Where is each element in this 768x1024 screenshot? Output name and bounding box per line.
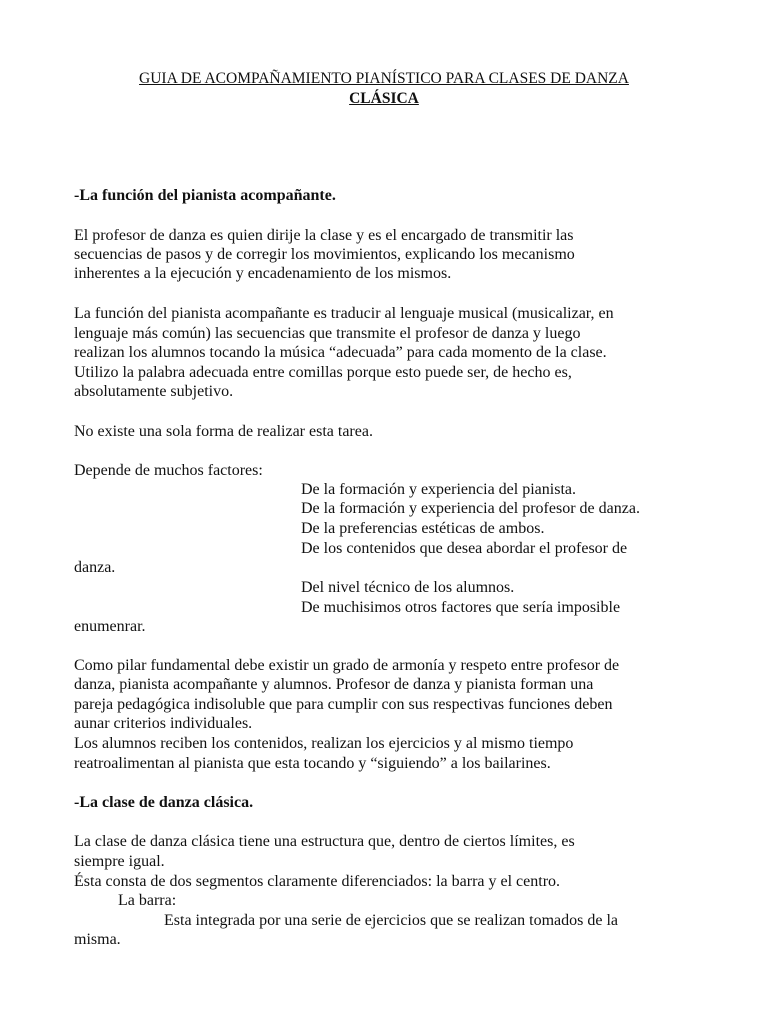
document-title-line-1: GUIA DE ACOMPAÑAMIENTO PIANÍSTICO PARA CLASES DE DANZA <box>139 70 629 87</box>
factor-item: De la preferencias estéticas de ambos. <box>301 520 545 537</box>
paragraph-line: absolutamente subjetivo. <box>74 383 234 400</box>
paragraph-line: pareja pedagógica indisoluble que para cumplir con sus respectivas funciones deben <box>74 696 613 713</box>
barra-label: La barra: <box>118 892 177 909</box>
factors-intro: Depende de muchos factores: <box>74 462 263 479</box>
paragraph-line: aunar criterios individuales. <box>74 715 253 732</box>
factor-item: De la formación y experiencia del pianista. <box>301 481 576 498</box>
section-heading-pianist-function: -La función del pianista acompañante. <box>74 187 336 204</box>
section-heading-classical-class: -La clase de danza clásica. <box>74 794 254 811</box>
factor-item: De los contenidos que desea abordar el profesor de <box>301 540 628 557</box>
factor-item: De la formación y experiencia del profesor de danza. <box>301 500 640 517</box>
paragraph-line: La clase de danza clásica tiene una estructura que, dentro de ciertos límites, es <box>74 833 575 850</box>
paragraph-line: No existe una sola forma de realizar esta tarea. <box>74 423 373 440</box>
paragraph-line: siempre igual. <box>74 853 165 870</box>
paragraph-line: La función del pianista acompañante es traducir al lenguaje musical (musicalizar, en <box>74 305 614 322</box>
paragraph-line: Utilizo la palabra adecuada entre comillas porque esto puede ser, de hecho es, <box>74 364 572 381</box>
factor-item: Del nivel técnico de los alumnos. <box>301 579 515 596</box>
paragraph-line: El profesor de danza es quien dirije la clase y es el encargado de transmitir las <box>74 227 574 244</box>
paragraph-line: Esta integrada por una serie de ejercicios que se realizan tomados de la <box>164 912 619 929</box>
paragraph-line: reatroalimentan al pianista que esta tocando y “siguiendo” a los bailarines. <box>74 755 551 772</box>
factor-item: De muchisimos otros factores que sería imposible <box>301 599 621 616</box>
paragraph-line: inherentes a la ejecución y encadenamiento de los mismos. <box>74 265 452 282</box>
paragraph-line: Ésta consta de dos segmentos claramente diferenciados: la barra y el centro. <box>74 873 561 890</box>
paragraph-line: realizan los alumnos tocando la música “adecuada” para cada momento de la clase. <box>74 344 607 361</box>
paragraph-line: lenguaje más común) las secuencias que transmite el profesor de danza y luego <box>74 325 581 342</box>
paragraph-line: Los alumnos reciben los contenidos, realizan los ejercicios y al mismo tiempo <box>74 735 574 752</box>
paragraph-line: secuencias de pasos y de corregir los movimientos, explicando los mecanismo <box>74 246 575 263</box>
paragraph-line: misma. <box>74 931 121 948</box>
paragraph-line: Como pilar fundamental debe existir un grado de armonía y respeto entre profesor de <box>74 657 620 674</box>
document-title-line-2: CLÁSICA <box>349 90 419 107</box>
paragraph-line: danza, pianista acompañante y alumnos. Profesor de danza y pianista forman una <box>74 676 594 693</box>
factor-item-continuation: enumenrar. <box>74 618 146 635</box>
factor-item-continuation: danza. <box>74 559 116 576</box>
